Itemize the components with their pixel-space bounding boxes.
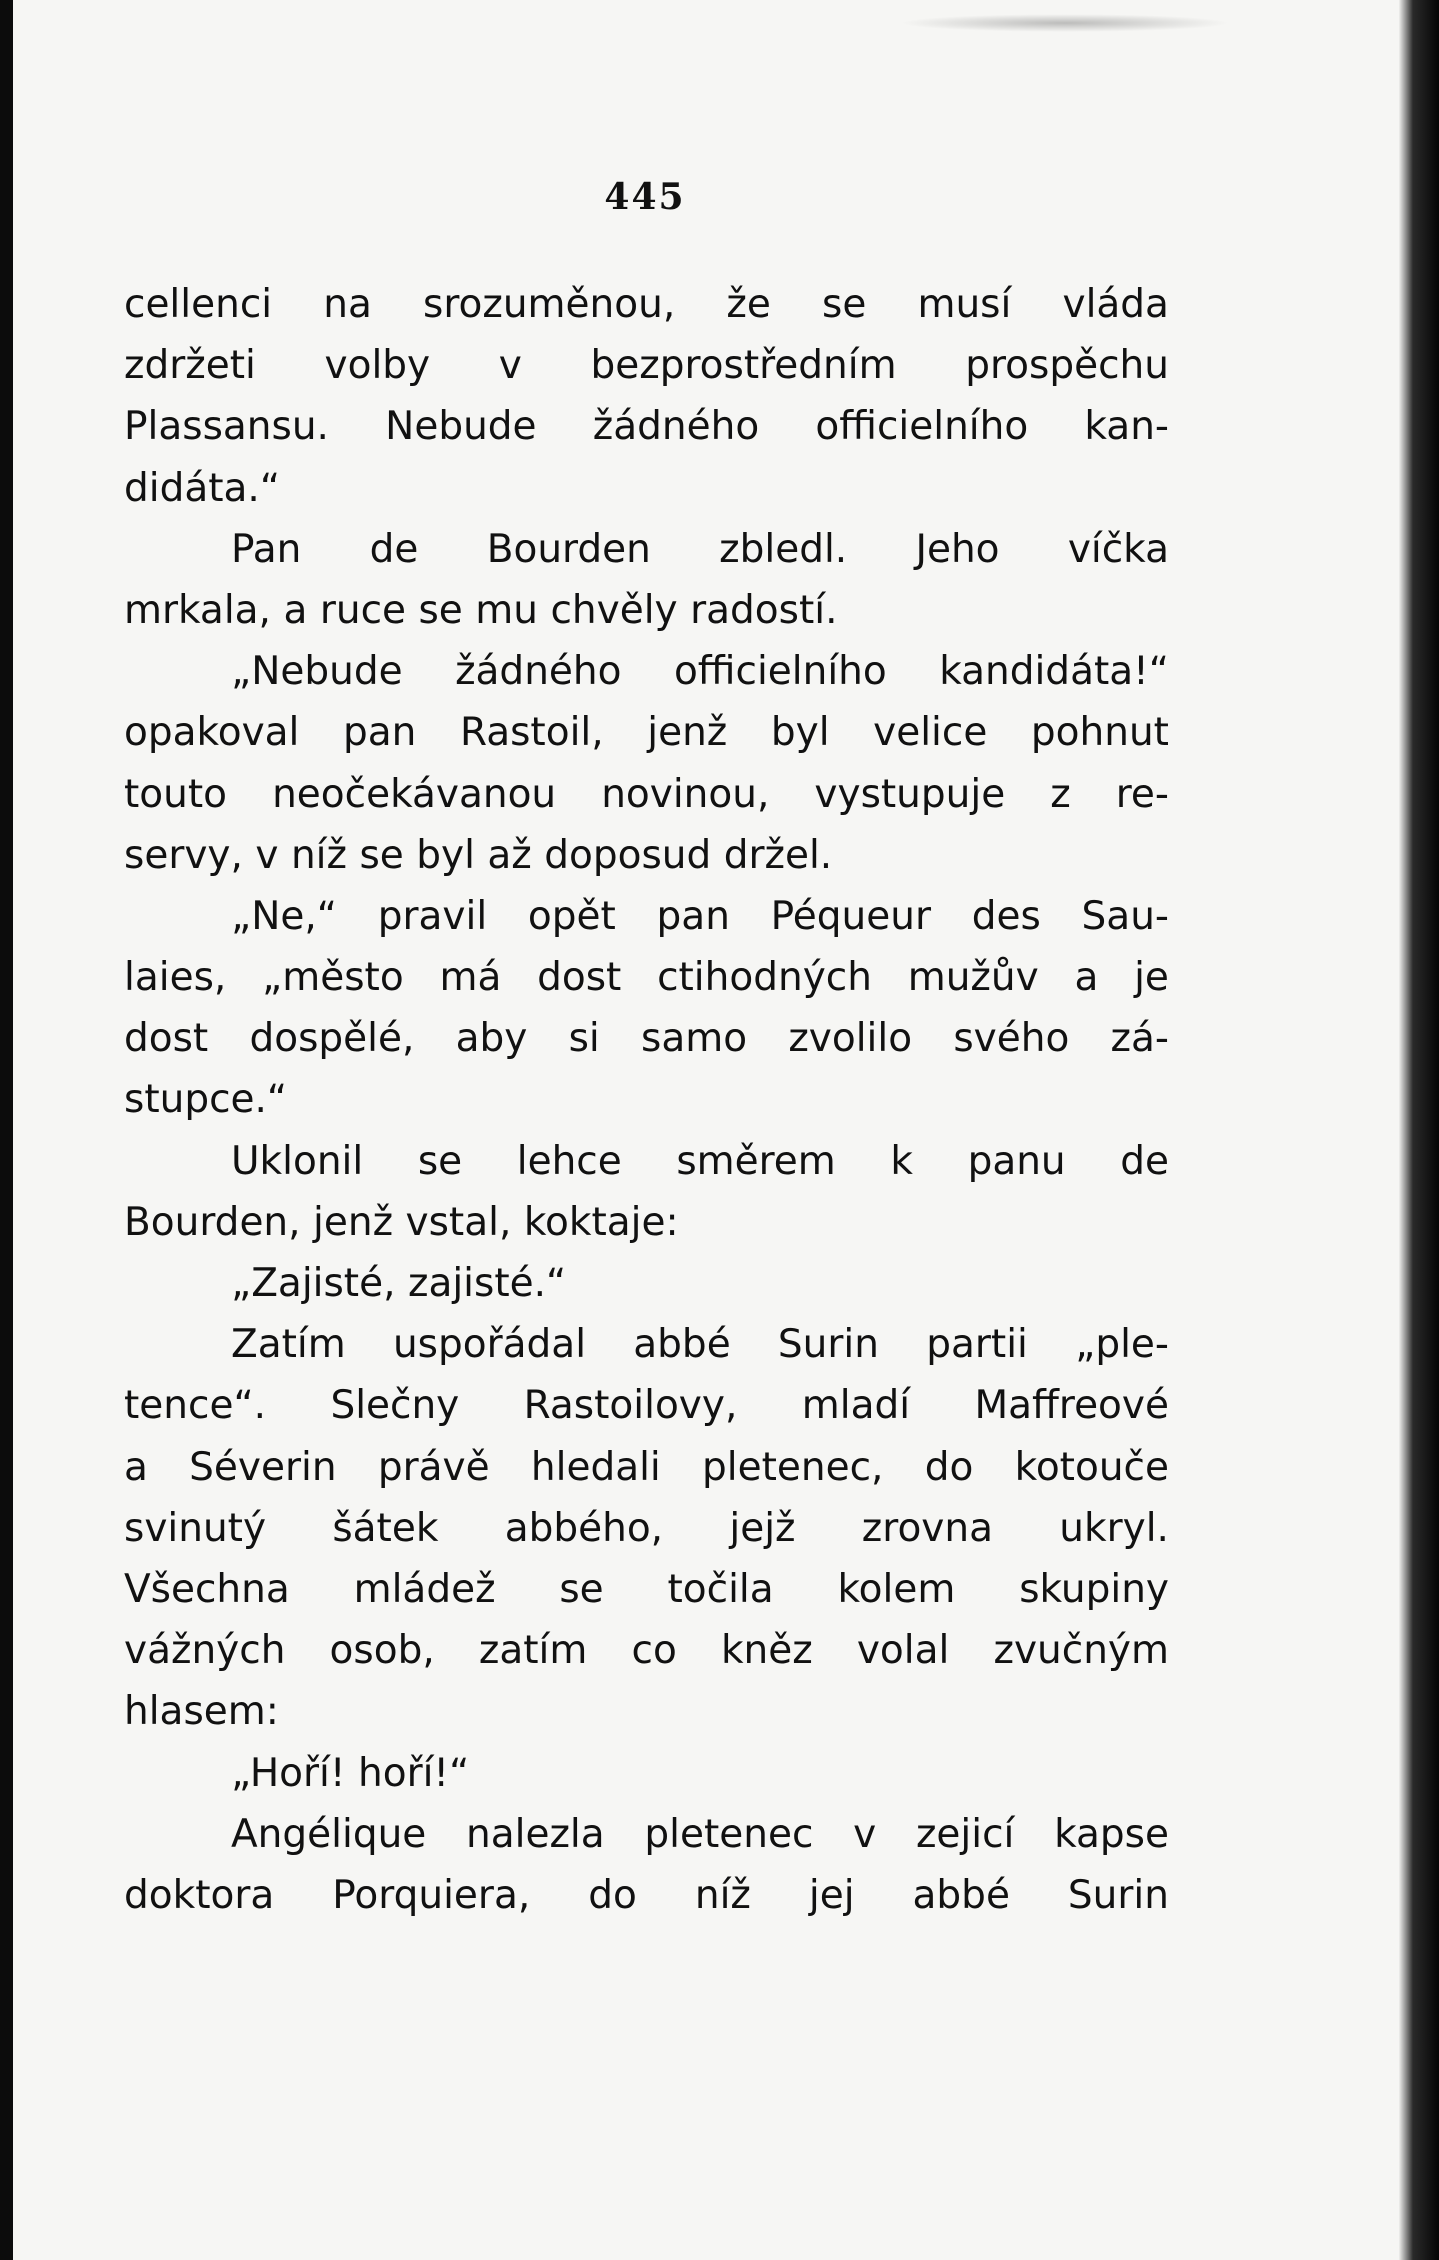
word: panu [967, 1138, 1066, 1184]
right-page-edge [1399, 0, 1439, 2260]
word: na [323, 282, 372, 327]
word: držel. [723, 832, 833, 878]
word: kotouče [1014, 1444, 1169, 1490]
word: zajisté.“ [407, 1261, 567, 1306]
word: vystupuje [814, 771, 1006, 817]
word: zvučným [993, 1628, 1169, 1674]
text-line [124, 458, 1169, 519]
word: k [890, 1138, 913, 1184]
word: prospěchu [965, 343, 1169, 389]
word: Pan [231, 526, 302, 572]
word: Rastoil, [459, 710, 604, 756]
text-line [124, 580, 1169, 641]
text-line [124, 519, 1169, 580]
word: jenž [313, 1199, 394, 1245]
word: se [559, 1566, 604, 1612]
word: opakoval [124, 710, 300, 756]
word: tence“. [124, 1383, 267, 1429]
word: doktora [124, 1872, 275, 1918]
text-line [124, 947, 1169, 1008]
word: vstal, [405, 1199, 512, 1245]
text-line [124, 1865, 1169, 1926]
word: svinutý [124, 1505, 267, 1551]
word: z [1050, 771, 1071, 817]
word: mužův [907, 955, 1039, 1001]
word: Porquiera, [332, 1872, 531, 1918]
text-line [124, 886, 1169, 947]
word: didáta.“ [124, 465, 281, 511]
text-line [124, 1375, 1169, 1436]
word: abbé [912, 1872, 1010, 1918]
word: stupce.“ [124, 1077, 288, 1123]
word: žádného [455, 649, 622, 695]
word: žádného [592, 404, 760, 450]
word: uspořádal [392, 1322, 587, 1368]
word: dost [124, 1016, 209, 1062]
word: lehce [516, 1138, 622, 1184]
text-line [124, 825, 1169, 886]
word: „Zajisté, [231, 1261, 396, 1306]
word: zbledl. [719, 526, 848, 572]
word: do [588, 1872, 637, 1918]
word: kandidáta!“ [939, 649, 1169, 695]
body-text [124, 274, 1169, 1926]
word: servy, [124, 832, 243, 878]
text-line [124, 764, 1169, 825]
word: jejž [729, 1505, 796, 1551]
word: v [498, 343, 522, 389]
word: re- [1115, 771, 1169, 817]
text-line [124, 1314, 1169, 1375]
word: Séverin [189, 1444, 337, 1490]
word: officielního [815, 404, 1029, 450]
word: velice [873, 710, 988, 756]
text-line [124, 1743, 1169, 1804]
word: zdržeti [124, 343, 256, 389]
word: abbého, [504, 1505, 664, 1551]
word: do [924, 1444, 974, 1490]
word: de [1120, 1138, 1169, 1184]
text-line [124, 1559, 1169, 1620]
word: aby [455, 1016, 528, 1062]
word: víčka [1067, 526, 1169, 572]
word: officielního [673, 649, 887, 695]
word: kan- [1084, 404, 1169, 450]
word: právě [377, 1444, 490, 1490]
word: Jeho [915, 526, 1000, 572]
text-line [124, 1498, 1169, 1559]
word: koktaje: [523, 1199, 679, 1245]
word: dospělé, [249, 1016, 415, 1062]
word: kapse [1054, 1811, 1169, 1857]
text-line [124, 641, 1169, 702]
word: Surin [1067, 1872, 1169, 1918]
word: „Ne,“ [231, 893, 337, 939]
word: kněz [720, 1628, 813, 1674]
word: ctihodných [657, 955, 872, 1001]
word: abbé [633, 1322, 731, 1368]
word: kolem [837, 1566, 956, 1612]
word: ruce [319, 587, 407, 633]
word: a [283, 587, 308, 633]
text-line [124, 274, 1169, 335]
word: bezprostředním [590, 343, 897, 389]
word: mrkala, [124, 587, 271, 633]
word: Plassansu. [124, 404, 329, 450]
word: Péqueur [770, 893, 931, 939]
word: touto [124, 771, 228, 817]
word: mladí [801, 1383, 911, 1429]
word: osob, [329, 1628, 435, 1674]
word: Slečny [330, 1383, 460, 1429]
word: Nebude [385, 404, 537, 450]
word: Rastoilovy, [523, 1383, 738, 1429]
word: „Nebude [231, 649, 403, 695]
text-line [124, 1192, 1169, 1253]
word: nalezla [466, 1811, 605, 1857]
word: cellenci [124, 282, 273, 327]
text-line [124, 1620, 1169, 1681]
word: partii [926, 1322, 1028, 1368]
word: a [1074, 955, 1099, 1001]
word: se [822, 282, 867, 327]
word: zá- [1110, 1016, 1169, 1062]
word: se [417, 1138, 463, 1184]
word: samo [641, 1016, 748, 1062]
word: vážných [124, 1628, 286, 1674]
word: pletenec [644, 1811, 814, 1857]
word: hledali [530, 1444, 661, 1490]
text-line [124, 335, 1169, 396]
text-line [124, 1804, 1169, 1865]
word: hlasem: [124, 1689, 279, 1735]
word: pravil [377, 893, 488, 939]
word: volby [324, 343, 431, 389]
word: a [124, 1444, 148, 1490]
page-number: 445 [604, 176, 686, 218]
word: ukryl. [1059, 1505, 1169, 1551]
word: se [359, 832, 404, 878]
word: mládež [353, 1566, 496, 1612]
word: opět [527, 893, 616, 939]
word: de [369, 526, 419, 572]
word: dost [537, 955, 622, 1001]
word: je [1134, 955, 1169, 1001]
word: skupiny [1019, 1566, 1169, 1612]
word: Sau- [1081, 893, 1169, 939]
word: co [631, 1628, 677, 1674]
word: neočekávanou [272, 771, 557, 817]
word: si [568, 1016, 600, 1062]
text-line [124, 1131, 1169, 1192]
word: zatím [478, 1628, 588, 1674]
word: točila [667, 1566, 774, 1612]
word: že [726, 282, 771, 327]
word: svého [953, 1016, 1070, 1062]
word: zejicí [915, 1811, 1015, 1857]
word: níž [694, 1872, 751, 1918]
word: byl [416, 832, 475, 878]
word: des [971, 893, 1041, 939]
word: Všechna [124, 1566, 290, 1612]
word: mu [475, 587, 538, 633]
word: „ple- [1075, 1322, 1169, 1368]
word: laies, [124, 955, 227, 1001]
top-scan-smudge [900, 14, 1230, 32]
word: jenž [647, 710, 728, 756]
word: má [439, 955, 502, 1001]
word: radostí. [690, 587, 838, 633]
word: doposud [544, 832, 712, 878]
word: byl [770, 710, 830, 756]
word: níž [290, 832, 347, 878]
word: „město [262, 955, 404, 1001]
word: Zatím [231, 1322, 346, 1368]
text-line [124, 396, 1169, 457]
word: Angélique [231, 1811, 427, 1857]
word: Maffreové [974, 1383, 1169, 1429]
word: volal [856, 1628, 950, 1674]
word: hoří!“ [357, 1750, 470, 1796]
word: Bourden, [124, 1199, 301, 1245]
text-line [124, 1437, 1169, 1498]
word: Bourden [486, 526, 651, 572]
text-line [124, 1008, 1169, 1069]
word: Surin [777, 1322, 879, 1368]
word: pletenec, [702, 1444, 884, 1490]
word: srozuměnou, [423, 282, 676, 327]
word: pohnut [1030, 710, 1169, 756]
word: zrovna [861, 1505, 994, 1551]
text-line [124, 1069, 1169, 1130]
word: Uklonil [231, 1138, 364, 1184]
text-line [124, 702, 1169, 763]
word: novinou, [601, 771, 770, 817]
word: šátek [332, 1505, 439, 1551]
left-page-edge [0, 0, 13, 2260]
text-line [124, 1253, 1169, 1314]
word: musí [917, 282, 1012, 327]
word: v [853, 1811, 877, 1857]
word: zvolilo [788, 1016, 913, 1062]
word: „Hoří! [231, 1750, 346, 1796]
word: pan [656, 893, 730, 939]
text-line [124, 1681, 1169, 1742]
word: směrem [676, 1138, 836, 1184]
word: jej [808, 1872, 855, 1918]
word: chvěly [550, 587, 678, 633]
word: v [255, 832, 279, 878]
word: pan [342, 710, 417, 756]
word: až [487, 832, 532, 878]
word: vláda [1062, 282, 1169, 327]
word: se [418, 587, 463, 633]
